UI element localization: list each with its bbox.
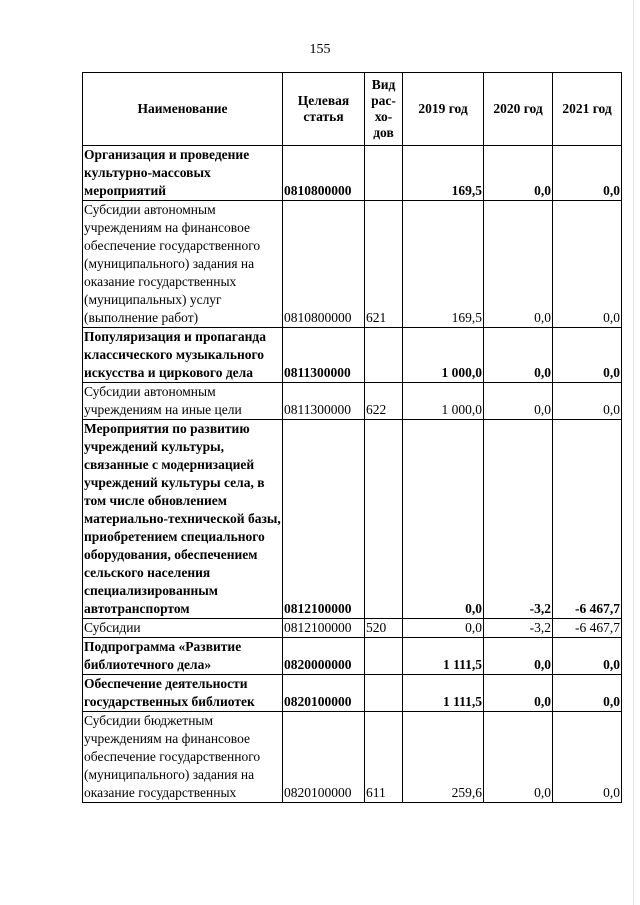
header-name: Наименование (83, 73, 283, 146)
row-name: Мероприятия по развитию учреждений культуры, связанные с модернизацией учреждений культуры села, в том числе обновлением материально-технической базы, приобретением специального оборудования, обеспечением сельского населения специализированным автотранспортом (83, 420, 283, 619)
row-vid (365, 638, 403, 675)
row-2021: 0,0 (553, 712, 622, 803)
row-2021: 0,0 (553, 383, 622, 420)
row-vid: 622 (365, 383, 403, 420)
row-2019: 0,0 (403, 420, 484, 619)
row-2021: -6 467,7 (553, 420, 622, 619)
header-2020: 2020 год (484, 73, 553, 146)
table-row (83, 201, 622, 328)
table-row (83, 638, 622, 675)
row-2019: 169,5 (403, 201, 484, 328)
row-2020: 0,0 (484, 638, 553, 675)
row-2021: 0,0 (553, 675, 622, 712)
row-2020: 0,0 (484, 201, 553, 328)
row-name: Субсидии автономным учреждениям на финансовое обеспечение государственного (муниципального) задания на оказание государственных (муниципальных) услуг (выполнение работ) (83, 201, 283, 328)
row-code: 0812100000 (283, 619, 365, 638)
header-2021: 2021 год (553, 73, 622, 146)
row-2020: 0,0 (484, 146, 553, 201)
table-row (83, 619, 622, 638)
row-name: Субсидии (83, 619, 283, 638)
row-2019: 0,0 (403, 619, 484, 638)
row-code: 0810800000 (283, 146, 365, 201)
row-vid (365, 328, 403, 383)
scan-edge (633, 0, 634, 905)
row-name: Субсидии бюджетным учреждениям на финансовое обеспечение государственного (муниципального) задания на оказание государственных (83, 712, 283, 803)
header-2019: 2019 год (403, 73, 484, 146)
row-code: 0811300000 (283, 328, 365, 383)
row-2021: 0,0 (553, 201, 622, 328)
row-vid: 621 (365, 201, 403, 328)
row-2020: -3,2 (484, 420, 553, 619)
row-code: 0820000000 (283, 638, 365, 675)
row-2019: 1 111,5 (403, 638, 484, 675)
row-code: 0812100000 (283, 420, 365, 619)
row-name: Организация и проведение культурно-массовых мероприятий (83, 146, 283, 201)
row-2021: -6 467,7 (553, 619, 622, 638)
row-2021: 0,0 (553, 146, 622, 201)
row-code: 0820100000 (283, 675, 365, 712)
row-2021: 0,0 (553, 328, 622, 383)
row-2019: 1 000,0 (403, 383, 484, 420)
row-name: Популяризация и пропаганда классического музыкального искусства и циркового дела (83, 328, 283, 383)
row-2019: 259,6 (403, 712, 484, 803)
row-2019: 1 000,0 (403, 328, 484, 383)
row-code: 0810800000 (283, 201, 365, 328)
table-row (83, 420, 622, 619)
row-2020: 0,0 (484, 712, 553, 803)
header-code: Целевая статья (283, 73, 365, 146)
header-row (83, 73, 622, 146)
row-vid: 611 (365, 712, 403, 803)
row-2020: 0,0 (484, 675, 553, 712)
budget-table (82, 72, 622, 803)
table-row (83, 712, 622, 803)
row-2019: 169,5 (403, 146, 484, 201)
row-vid (365, 420, 403, 619)
row-name: Обеспечение деятельности государственных библиотек (83, 675, 283, 712)
row-2021: 0,0 (553, 638, 622, 675)
row-vid (365, 675, 403, 712)
page-number: 155 (309, 42, 331, 57)
table-row (83, 383, 622, 420)
header-vid: Вид рас-хо-дов (365, 73, 403, 146)
row-2020: 0,0 (484, 328, 553, 383)
row-2019: 1 111,5 (403, 675, 484, 712)
row-vid: 520 (365, 619, 403, 638)
table-row (83, 675, 622, 712)
row-2020: 0,0 (484, 383, 553, 420)
row-code: 0811300000 (283, 383, 365, 420)
row-vid (365, 146, 403, 201)
row-name: Субсидии автономным учреждениям на иные цели (83, 383, 283, 420)
row-name: Подпрограмма «Развитие библиотечного дела» (83, 638, 283, 675)
row-code: 0820100000 (283, 712, 365, 803)
table-row (83, 146, 622, 201)
row-2020: -3,2 (484, 619, 553, 638)
table-row (83, 328, 622, 383)
